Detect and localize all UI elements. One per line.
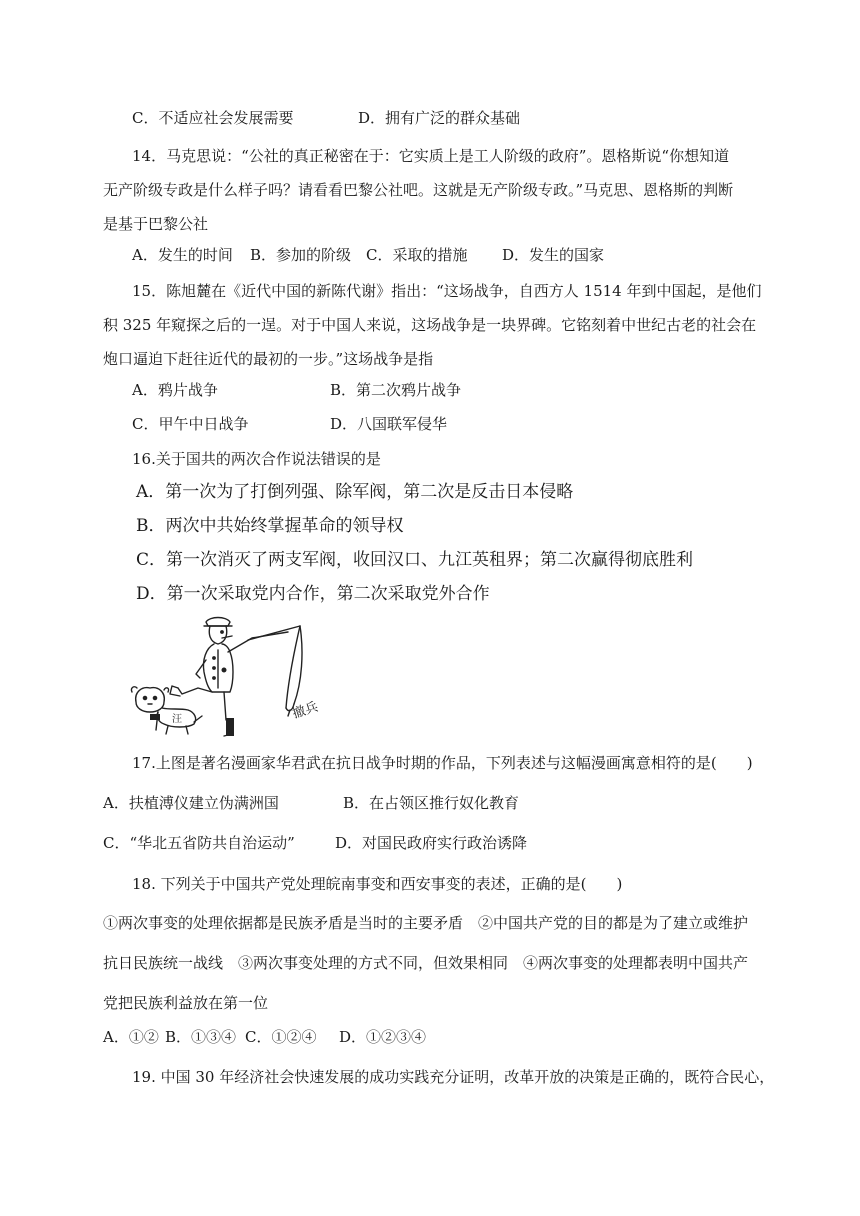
q18-text-line-2: 抗日民族统一战线 ③两次事变处理的方式不同，但效果相同 ④两次事变的处理都表明中国共产: [103, 954, 749, 972]
q18-option-c: C．①②④: [245, 1028, 317, 1046]
q16-option-d: D．第一次采取党内合作，第二次采取党外合作: [136, 584, 490, 604]
q16-option-a: A．第一次为了打倒列强、除军阀，第二次是反击日本侵略: [136, 482, 574, 502]
cartoon-sign-text: 撤兵: [290, 699, 321, 722]
q18-option-b: B．①③④: [165, 1028, 237, 1046]
rod-and-string: [248, 626, 302, 716]
q14-stem-line-2: 无产阶级专政是什么样子吗？请看看巴黎公社吧。这就是无产阶级专政。”马克思、恩格斯的判断: [103, 181, 734, 199]
q15-stem-line-1: 15．陈旭麓在《近代中国的新陈代谢》指出：“这场战争，自西方人 1514 年到中国起，是他们: [132, 282, 762, 300]
q16-option-c: C．第一次消灭了两支军阀，收回汉口、九江英租界；第二次赢得彻底胜利: [136, 550, 694, 570]
q17-option-d: D．对国民政府实行政治诱降: [335, 834, 528, 852]
q15-option-d: D．八国联军侵华: [330, 415, 448, 433]
q17-option-c: C．“华北五省防共自治运动”: [103, 834, 295, 852]
q18-option-d: D．①②③④: [339, 1028, 427, 1046]
q14-stem-line-1: 14．马克思说：“公社的真正秘密在于：它实质上是工人阶级的政府”。恩格斯说“你想知道: [132, 147, 730, 165]
q15-option-c: C．甲午中日战争: [132, 415, 249, 433]
q15-stem-line-2: 积 325 年窥探之后的一逞。对于中国人来说，这场战争是一块界碑。它铭刻着中世纪古老的社会在: [103, 316, 757, 334]
q15-option-a: A．鸦片战争: [132, 381, 218, 399]
soldier-figure: [170, 618, 288, 737]
q14-option-a: A．发生的时间: [132, 246, 233, 264]
dog-figure: [131, 687, 202, 734]
q17-stem: 17.上图是著名漫画家华君武在抗日战争时期的作品，下列表述与这幅漫画寓意相符的是( ): [132, 754, 753, 772]
q16-stem: 16.关于国共的两次合作说法错误的是: [132, 450, 381, 468]
cartoon-illustration: [128, 612, 343, 740]
q14-option-d: D．发生的国家: [502, 246, 605, 264]
q14-option-c: C．采取的措施: [366, 246, 468, 264]
q14-stem-line-3: 是基于巴黎公社: [103, 215, 209, 233]
q17-option-a: A．扶植溥仪建立伪满洲国: [103, 794, 279, 812]
q16-option-b: B．两次中共始终掌握革命的领导权: [136, 516, 404, 536]
q15-stem-line-3: 炮口逼迫下赶往近代的最初的一步。”这场战争是指: [103, 350, 434, 368]
q15-option-b: B．第二次鸦片战争: [330, 381, 462, 399]
q18-text-line-3: 党把民族利益放在第一位: [103, 994, 269, 1012]
q18-text-line-1: ①两次事变的处理依据都是民族矛盾是当时的主要矛盾 ②中国共产党的目的都是为了建立或维护: [103, 914, 749, 932]
q13-option-c: C．不适应社会发展需要: [132, 109, 294, 127]
q17-option-b: B．在占领区推行奴化教育: [343, 794, 520, 812]
q18-stem: 18. 下列关于中国共产党处理皖南事变和西安事变的表述，正确的是( ): [132, 875, 623, 893]
q19-stem-line-1: 19. 中国 30 年经济社会快速发展的成功实践充分证明，改革开放的决策是正确的，既符合民心，: [132, 1068, 775, 1086]
q14-option-b: B．参加的阶级: [250, 246, 352, 264]
q13-option-d: D．拥有广泛的群众基础: [358, 109, 521, 127]
cartoon-badge-text: 汪: [172, 714, 182, 725]
q18-option-a: A．①②: [103, 1028, 159, 1046]
